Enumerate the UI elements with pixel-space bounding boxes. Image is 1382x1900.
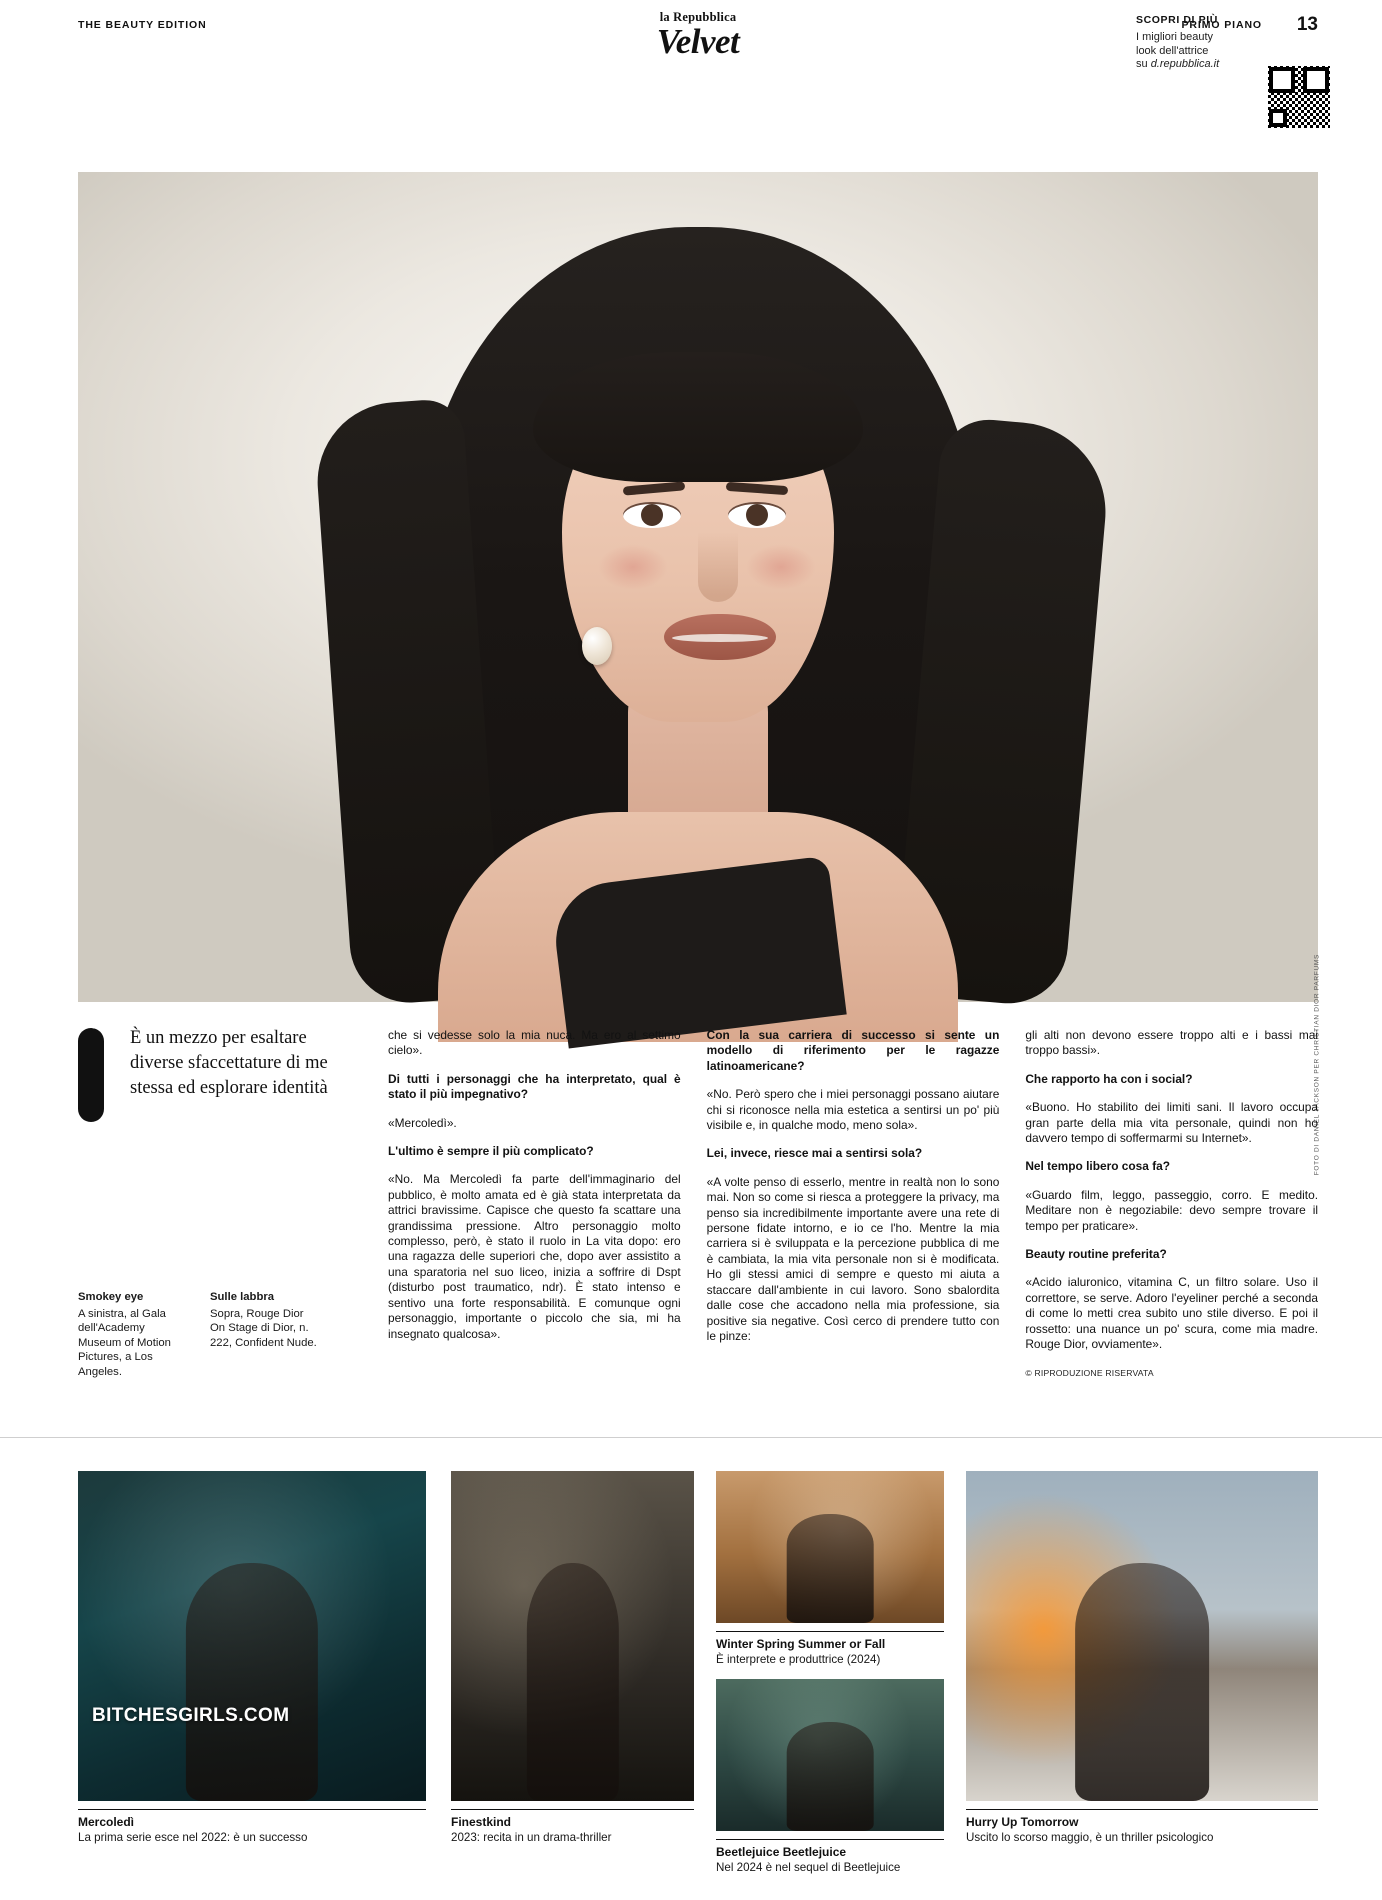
paragraph: «Mercoledì». xyxy=(388,1115,457,1130)
caption-text: Sopra, Rouge Dior On Stage di Dior, n. 222, Confident Nude. xyxy=(210,1307,317,1349)
film-card-group-center xyxy=(716,1471,944,1875)
magazine-title: Velvet xyxy=(656,22,740,61)
filmography-strip xyxy=(78,1471,1318,1874)
interview-question: Che rapporto ha con i social? xyxy=(1025,1071,1193,1086)
film-thumbnail xyxy=(966,1471,1318,1801)
film-description: È interprete e produttrice (2024) xyxy=(716,1653,881,1666)
photo-credit: FOTO DI DANIEL JACKSON PER CHRISTIAN DIOR PARFUMS xyxy=(1313,954,1320,1176)
caption-title: Sulle labbra xyxy=(210,1291,275,1303)
film-thumbnail xyxy=(451,1471,694,1801)
film-card-finestkind[interactable] xyxy=(451,1471,694,1845)
paragraph: «No. Però spero che i miei personaggi possano aiutare chi si riconosce nella mia estetica a sentirsi un po' più visibile e, in qualche modo, meno sola». xyxy=(706,1087,1000,1133)
article-column-1 xyxy=(388,1028,681,1381)
interview-question: L'ultimo è sempre il più complicato? xyxy=(388,1144,594,1159)
film-description: Nel 2024 è nel sequel di Beetlejuice xyxy=(716,1861,901,1874)
pull-quote-text: È un mezzo per esaltare diverse sfaccettature di me stessa ed esplorare identità xyxy=(130,1028,328,1098)
interview-question: Di tutti i personaggi che ha interpretato, qual è stato il più impegnativo? xyxy=(388,1071,681,1102)
film-title: Finestkind xyxy=(451,1815,512,1829)
film-caption xyxy=(78,1809,426,1845)
film-caption xyxy=(716,1839,944,1875)
publisher-name: la Repubblica xyxy=(659,10,737,24)
promo-line-2: look dell'attrice xyxy=(1136,44,1209,57)
article-body xyxy=(388,1028,1318,1381)
portrait-illustration xyxy=(78,172,1318,1002)
qr-code-icon[interactable] xyxy=(1268,66,1330,128)
caption-title: Smokey eye xyxy=(78,1291,144,1303)
paragraph: «No. Ma Mercoledì fa parte dell'immaginario del pubblico, è molto amata ed è già stata interpretata da attrici bravissime. Capisce che questo fa scattare una grandissima pressione. Altro personaggio molto complesso, però, è stato il ruolo in La vita dopo: ero una ragazza delle superiori che, dopo aver assistito a una sparatoria nel suo liceo, inizia a soffrire di Dspt (disturbo post traumatico, ndr). È stato intenso e sentivo una forte responsabilità. E comunque ogni personaggio, importante o piccolo che sia, mi ha insegnato qualcosa». xyxy=(388,1172,681,1341)
interview-question: Lei, invece, riesce mai a sentirsi sola? xyxy=(706,1146,923,1161)
earring xyxy=(582,627,612,665)
caption-text: A sinistra, al Gala dell'Academy Museum of Motion Pictures, a Los Angeles. xyxy=(78,1307,171,1378)
promo-line-1: I migliori beauty xyxy=(1136,31,1214,43)
film-caption xyxy=(451,1809,694,1845)
watermark-text: BITCHESGIRLS.COM xyxy=(92,1705,290,1726)
caption-smokey-eye xyxy=(78,1290,188,1380)
paragraph: «A volte penso di esserlo, mentre in realtà non lo sono mai. Non so come si riesca a proteggere la privacy, ma penso sia incredibilmente importante avere una rete di persone fidate intorno, e io ce l'ho. Mentre la mia carriera si è sviluppata e la percezione pubblica di me è cambiata, la mia vita personale non si è modificata. Ho gli stessi amici di sempre e questo mi aiuta a staccare dall'ambiente in cui lavoro. Sono sbalordita dalle cose che accadono nella mia professione, sia positive sia negative. Così cerco di prendere tutto con le pinze: xyxy=(706,1174,1000,1343)
paragraph: che si vedesse solo la mia nuca. Ma ero al settimo cielo». xyxy=(388,1028,681,1058)
quote-mark-icon xyxy=(78,1028,104,1122)
film-card-mercoledi[interactable] xyxy=(78,1471,426,1845)
film-description: La prima serie esce nel 2022: è un successo xyxy=(78,1831,308,1844)
paragraph: gli alti non devono essere troppo alti e i bassi mai troppo bassi». xyxy=(1025,1028,1319,1058)
copyright-notice: © RIPRODUZIONE RISERVATA xyxy=(1025,1367,1154,1378)
film-thumbnail xyxy=(78,1471,426,1801)
film-title: Mercoledì xyxy=(78,1815,135,1829)
interview-question: Nel tempo libero cosa fa? xyxy=(1025,1159,1171,1174)
film-description: Uscito lo scorso maggio, è un thriller psicologico xyxy=(966,1831,1214,1844)
film-thumbnail xyxy=(716,1679,944,1831)
promo-title: SCOPRI DI PIÙ xyxy=(1136,14,1218,26)
photo-captions xyxy=(78,1290,328,1380)
film-thumbnail xyxy=(716,1471,944,1623)
section-divider xyxy=(0,1437,1382,1438)
paragraph: «Acido ialuronico, vitamina C, un filtro solare. Uso il correttore, se serve. Adoro l'eyeliner perché a seconda di come lo metti crea subito uno stile diverso. E poi il rossetto: una nuance un po' scura, come mia madre. Rouge Dior, ovviamente». xyxy=(1025,1275,1319,1352)
interview-question: Beauty routine preferita? xyxy=(1025,1247,1167,1262)
film-description: 2023: recita in un drama-thriller xyxy=(451,1831,612,1844)
caption-sulle-labbra xyxy=(210,1290,320,1380)
film-caption xyxy=(966,1809,1318,1845)
paragraph: «Buono. Ho stabilito dei limiti sani. Il lavoro occupa gran parte della mia vita personale, quindi non ho davvero tempo di soffermarmi su Internet». xyxy=(1025,1100,1319,1146)
film-caption xyxy=(716,1631,944,1667)
section-label: PRIMO PIANO xyxy=(1181,19,1262,31)
film-card-hurry-up-tomorrow[interactable] xyxy=(966,1471,1318,1845)
edition-label: THE BEAUTY EDITION xyxy=(78,19,207,31)
magazine-logo xyxy=(78,10,1318,60)
article-column-3 xyxy=(1025,1028,1318,1381)
film-card-beetlejuice-beetlejuice[interactable] xyxy=(716,1679,944,1875)
interview-question: Con la sua carriera di successo si sente un modello di riferimento per le ragazze latinoamericane? xyxy=(706,1028,1000,1073)
film-title: Winter Spring Summer or Fall xyxy=(716,1637,886,1651)
film-title: Beetlejuice Beetlejuice xyxy=(716,1845,847,1859)
masthead xyxy=(78,10,1318,70)
film-card-winter-spring-summer-or-fall[interactable] xyxy=(716,1471,944,1667)
paragraph: «Guardo film, leggo, passeggio, corro. E medito. Meditare non è negoziabile: devo sempre trovare il tempo per praticare». xyxy=(1025,1187,1319,1233)
promo-url: d.repubblica.it xyxy=(1150,58,1220,70)
film-title: Hurry Up Tomorrow xyxy=(966,1815,1079,1829)
page-number: 13 xyxy=(1296,14,1318,35)
article-column-2 xyxy=(707,1028,1000,1381)
promo-line-3: su xyxy=(1136,58,1151,70)
promo-text xyxy=(1136,31,1266,72)
